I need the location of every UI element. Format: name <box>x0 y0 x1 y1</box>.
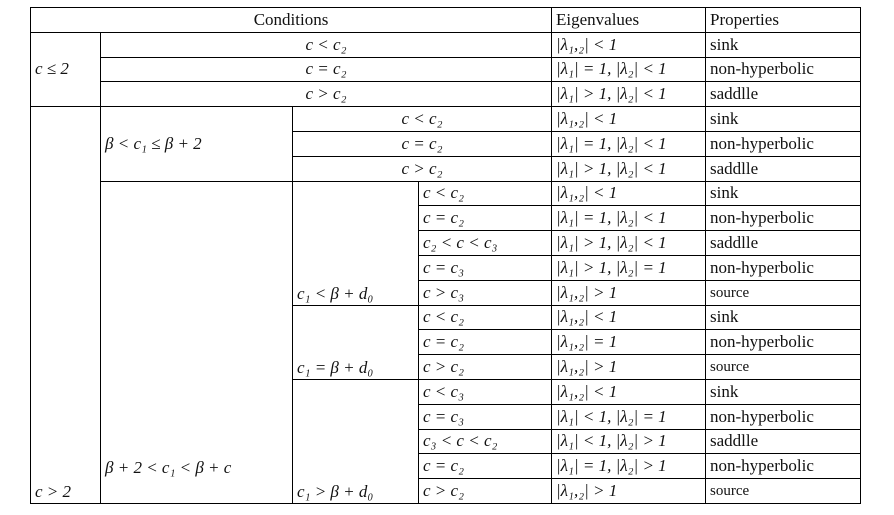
eigenvalue-cell: |λ₁| > 1, |λ₂| < 1 <box>552 231 706 256</box>
outer-condition-cell: c ≤ 2 <box>31 32 101 106</box>
c-condition-cell: c < c₂ <box>293 107 552 132</box>
property-cell: non-hyperbolic <box>706 255 861 280</box>
eigenvalue-cell: |λ₁,₂| < 1 <box>552 32 706 57</box>
eigenvalue-cell: |λ₁| = 1, |λ₂| > 1 <box>552 454 706 479</box>
eigenvalue-cell: |λ₁,₂| < 1 <box>552 305 706 330</box>
property-cell: saddlle <box>706 82 861 107</box>
table-row <box>31 107 861 132</box>
c-condition-cell: c = c₃ <box>419 255 552 280</box>
properties-header: Properties <box>706 8 861 33</box>
property-cell: non-hyperbolic <box>706 131 861 156</box>
c1-condition-cell: c₁ < β + d₀ <box>293 181 419 305</box>
property-cell: sink <box>706 305 861 330</box>
c-condition-cell: c₃ < c < c₂ <box>419 429 552 454</box>
eigenvalue-cell: |λ₁| = 1, |λ₂| < 1 <box>552 57 706 82</box>
c-condition-cell: c = c₂ <box>419 330 552 355</box>
property-cell: non-hyperbolic <box>706 57 861 82</box>
c-condition-cell: c = c₂ <box>419 454 552 479</box>
c1-condition-cell: c₁ > β + d₀ <box>293 379 419 503</box>
c-condition-cell: c > c₂ <box>293 156 552 181</box>
c-condition-cell: c < c₂ <box>419 181 552 206</box>
c-condition-cell: c = c₃ <box>419 404 552 429</box>
eigenvalue-cell: |λ₁| > 1, |λ₂| = 1 <box>552 255 706 280</box>
table-row <box>31 32 861 57</box>
beta-range-cell: β + 2 < c₁ < β + c <box>101 181 293 503</box>
property-cell: source <box>706 280 861 305</box>
property-cell: source <box>706 355 861 380</box>
conditions-header: Conditions <box>31 8 552 33</box>
property-cell: sink <box>706 181 861 206</box>
property-cell: source <box>706 479 861 504</box>
property-cell: saddlle <box>706 231 861 256</box>
property-cell: saddlle <box>706 429 861 454</box>
stability-conditions-table <box>30 7 861 504</box>
eigenvalue-cell: |λ₁,₂| < 1 <box>552 379 706 404</box>
property-cell: non-hyperbolic <box>706 330 861 355</box>
table-row <box>31 57 861 82</box>
c-condition-cell: c < c₂ <box>419 305 552 330</box>
eigenvalue-cell: |λ₁| = 1, |λ₂| < 1 <box>552 131 706 156</box>
c-condition-cell: c < c₃ <box>419 379 552 404</box>
property-cell: non-hyperbolic <box>706 454 861 479</box>
eigenvalue-cell: |λ₁,₂| > 1 <box>552 479 706 504</box>
conditions-table-wrapper <box>30 7 860 504</box>
table-row <box>31 181 861 206</box>
eigenvalue-cell: |λ₁| < 1, |λ₂| > 1 <box>552 429 706 454</box>
property-cell: sink <box>706 107 861 132</box>
eigenvalue-cell: |λ₁| = 1, |λ₂| < 1 <box>552 206 706 231</box>
eigenvalue-cell: |λ₁| > 1, |λ₂| < 1 <box>552 82 706 107</box>
eigenvalue-cell: |λ₁,₂| > 1 <box>552 280 706 305</box>
eigenvalue-cell: |λ₁,₂| > 1 <box>552 355 706 380</box>
eigenvalue-cell: |λ₁| > 1, |λ₂| < 1 <box>552 156 706 181</box>
property-cell: sink <box>706 379 861 404</box>
c-condition-cell: c < c₂ <box>101 32 552 57</box>
eigenvalue-cell: |λ₁,₂| < 1 <box>552 181 706 206</box>
beta-range-cell: β < c₁ ≤ β + 2 <box>101 107 293 181</box>
c-condition-cell: c > c₂ <box>101 82 552 107</box>
property-cell: saddlle <box>706 156 861 181</box>
c-condition-cell: c > c₂ <box>419 479 552 504</box>
c-condition-cell: c > c₃ <box>419 280 552 305</box>
outer-condition-cell: c > 2 <box>31 107 101 504</box>
c-condition-cell: c > c₂ <box>419 355 552 380</box>
c-condition-cell: c = c₂ <box>419 206 552 231</box>
eigenvalues-header: Eigenvalues <box>552 8 706 33</box>
c-condition-cell: c = c₂ <box>293 131 552 156</box>
header-row <box>31 8 861 33</box>
property-cell: non-hyperbolic <box>706 404 861 429</box>
c-condition-cell: c = c₂ <box>101 57 552 82</box>
table-row <box>31 82 861 107</box>
eigenvalue-cell: |λ₁| < 1, |λ₂| = 1 <box>552 404 706 429</box>
eigenvalue-cell: |λ₁,₂| = 1 <box>552 330 706 355</box>
property-cell: non-hyperbolic <box>706 206 861 231</box>
c-condition-cell: c₂ < c < c₃ <box>419 231 552 256</box>
c1-condition-cell: c₁ = β + d₀ <box>293 305 419 379</box>
property-cell: sink <box>706 32 861 57</box>
eigenvalue-cell: |λ₁,₂| < 1 <box>552 107 706 132</box>
